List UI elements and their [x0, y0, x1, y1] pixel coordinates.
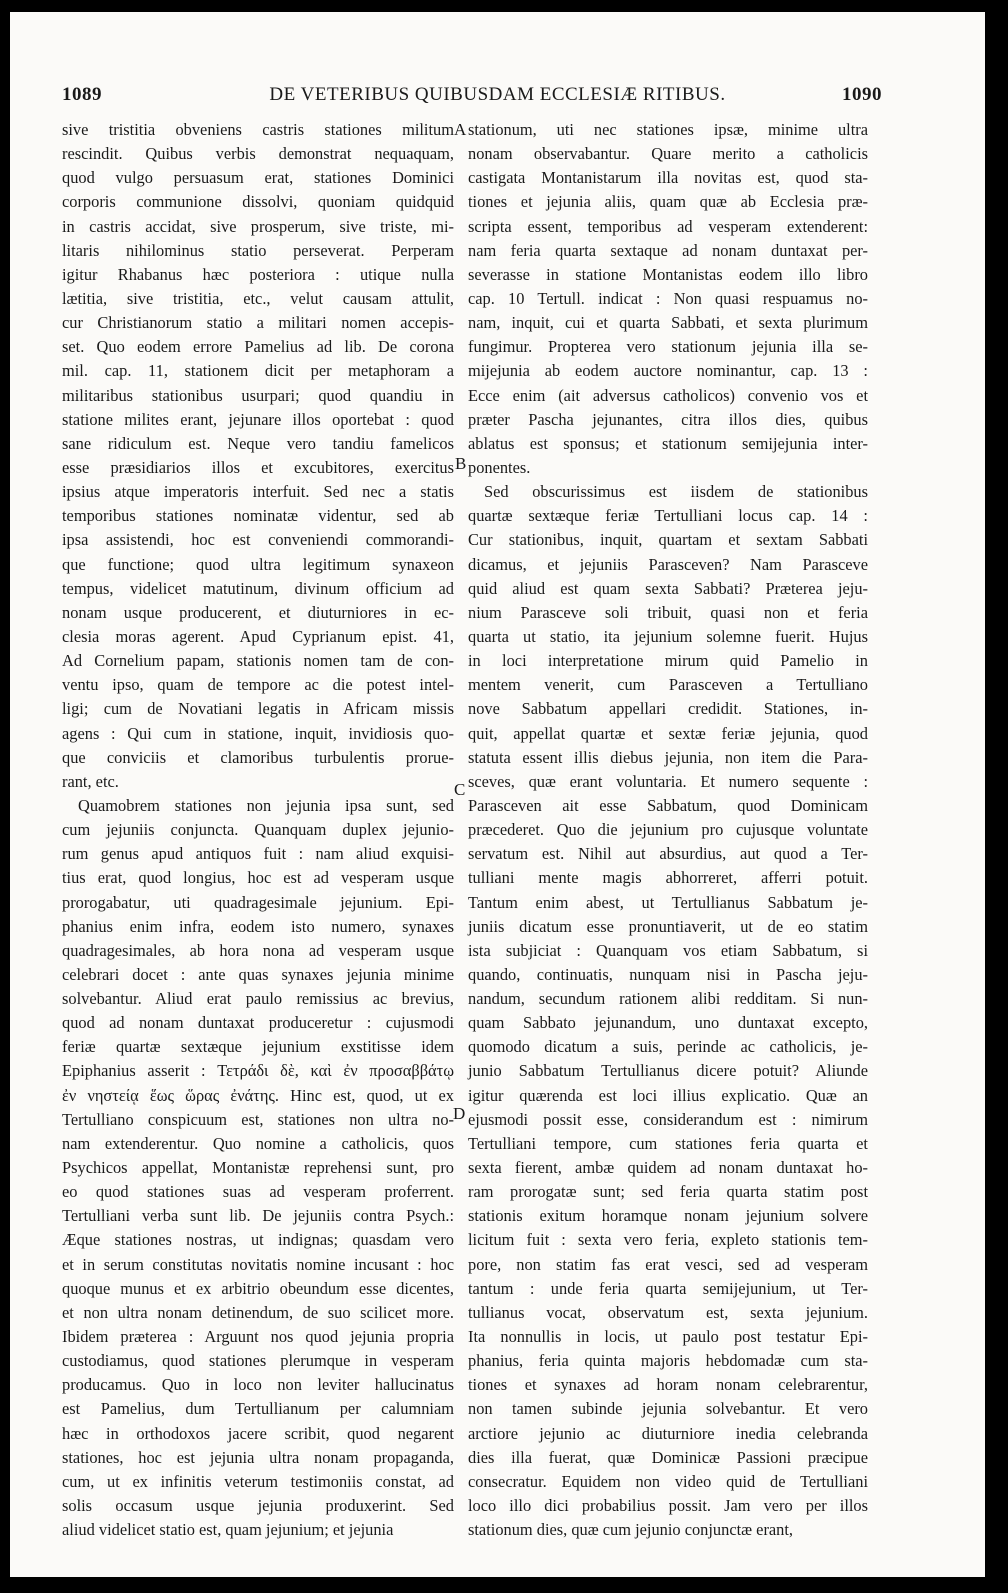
- scanned-page: [10, 12, 985, 1577]
- text-line: temporibus stationes nominatæ videntur, sed ab: [62, 506, 454, 526]
- text-line: castigata Montanistarum illa novitas est, quod sta-: [468, 168, 868, 188]
- text-line: feriæ quartæ sextæque jejunium exstitisse idem: [62, 1037, 454, 1057]
- text-line: eo quod stationes suas ad vesperam proferrent.: [62, 1182, 454, 1202]
- text-line: hæc in orthodoxos jacere scribit, quod negarent: [62, 1423, 454, 1443]
- text-line: nam, inquit, cui et quarta Sabbati, et sexta plurimum: [468, 313, 868, 333]
- text-line: sexta fierent, ambæ quidem ad nonam duntaxat ho-: [468, 1158, 868, 1178]
- text-line: prorogabatur, uti quadragesimale jejunium. Epi-: [62, 892, 454, 912]
- running-header: [10, 84, 985, 114]
- text-line: phanius enim infra, eodem isto numero, synaxes: [62, 916, 454, 936]
- left-column: [62, 118, 454, 1542]
- text-line: litaris nihilominus statio perseverat. Perperam: [62, 240, 454, 260]
- margin-marker-d: D: [453, 1104, 466, 1123]
- text-line: Tertulliani tempore, cum stationes feria quarta et: [468, 1133, 868, 1153]
- text-line: quod vulgo persuasum erat, stationes Dominici: [62, 168, 454, 188]
- text-line: pore, non statim fas erat vesci, sed ad vesperam: [468, 1254, 868, 1274]
- text-line: quando, continuatis, nunquam nisi in Pascha jeju-: [468, 964, 868, 984]
- text-line: Ita nonnullis in locis, ut paulo post testatur Epi-: [468, 1327, 868, 1347]
- text-line: nam extenderentur. Quo nomine a catholicis, quos: [62, 1133, 454, 1153]
- text-line: stationis exitum horamque nonam jejunium solvere: [468, 1206, 868, 1226]
- text-line: sive tristitia obveniens castris stationes militum: [62, 120, 454, 139]
- text-line: ligi; cum de Novatiani legatis in Africam missis: [62, 699, 454, 719]
- text-line: Tantum enim abest, ut Tertullianus Sabbatum je-: [468, 892, 868, 912]
- text-line: scripta essent, temporibus ad vesperam extenderent:: [468, 216, 868, 236]
- text-line: Tertulliani verba sunt lib. De jejuniis contra Psych.:: [62, 1206, 454, 1226]
- text-line: quadragesimales, ab hora nona ad vesperam usque: [62, 940, 454, 960]
- text-line: statione milites erant, jejunare illos oportebat : quod: [62, 409, 454, 429]
- running-title: DE VETERIBUS QUIBUSDAM ECCLESIÆ RITIBUS.: [269, 84, 726, 105]
- margin-marker-c: C: [454, 780, 466, 799]
- page-number-left: 1089: [62, 84, 102, 105]
- margin-marker-a: A: [454, 120, 467, 139]
- text-line: est Pamelius, dum Tertullianum per calumniam: [62, 1399, 454, 1419]
- text-line: nonam observabantur. Quare merito a catholicis: [468, 144, 868, 164]
- text-line: tantum : unde feria quarta semijejunium, ut Ter-: [468, 1278, 868, 1298]
- text-line: clesia moras agerent. Apud Cyprianum epist. 41,: [62, 626, 454, 646]
- text-line: esse præsidiarios illos et excubitores, exercitus: [62, 457, 454, 477]
- text-line: igitur quærenda est loci illius explicatio. Quæ an: [468, 1085, 868, 1105]
- text-line: aliud videlicet statio est, quam jejunium; et jejunia: [62, 1520, 394, 1540]
- text-line: in castris accidat, sive prosperum, sive triste, mi-: [62, 216, 454, 236]
- text-line: militaribus stationibus usurpari; quod quandiu in: [62, 385, 454, 405]
- margin-marker-b: B: [455, 454, 467, 473]
- text-line: phanius, feria quinta majoris hebdomadæ cum sta-: [468, 1351, 868, 1371]
- text-line: loco illo dici probabilius possit. Jam vero per illos: [468, 1496, 868, 1516]
- text-line: stationum dies, quæ cum jejunio conjunctæ erant,: [468, 1520, 794, 1540]
- page-number-right: 1090: [842, 84, 882, 105]
- text-line: dicamus, et jejuniis Parasceven? Nam Parasceve: [468, 554, 868, 574]
- text-line: servatum est. Nihil aut absurdius, aut quod a Ter-: [468, 844, 868, 864]
- text-line: mijejunia ab eodem auctore nominantur, cap. 13 :: [468, 361, 868, 381]
- text-line: Quamobrem stationes non jejunia ipsa sunt, sed: [78, 795, 454, 815]
- text-line: quartæ sextæque feriæ Tertulliani locus cap. 14 :: [468, 506, 868, 526]
- text-line: mil. cap. 11, stationem dicit per metaphoram a: [62, 361, 454, 381]
- text-line: mentem venerit, cum Parasceven a Tertulliano: [468, 675, 868, 695]
- text-line: Æque stationes nostras, ut indignas; quasdam vero: [62, 1230, 454, 1250]
- text-line: sane ridiculum est. Neque vero tandiu famelicos: [62, 433, 454, 453]
- text-line: quam Sabbato jejunandum, uno duntaxat excepto,: [468, 1013, 868, 1033]
- text-line: nandum, secundum rationem alibi redditam. Si nun-: [468, 989, 868, 1009]
- text-line: quomodo dicatum a suis, perinde ac catholicis, je-: [468, 1037, 868, 1057]
- text-line: licitum fuit : sexta vero feria, expleto stationis tem-: [468, 1230, 868, 1250]
- text-line: tulliani mente magis abhorreret, afferri potuit.: [468, 868, 868, 888]
- text-line: quarta ut statio, ita jejunium solemne fuerit. Hujus: [468, 626, 868, 646]
- text-line: consecratur. Equidem non video quid de Tertulliani: [468, 1471, 868, 1491]
- text-line: ista subjiciat : Quanquam vos etiam Sabbatum, si: [468, 940, 868, 960]
- text-line: ipsa assistendi, hoc est conveniendi commorandi-: [62, 530, 454, 550]
- text-line: ponentes.: [468, 457, 531, 477]
- text-line: cap. 10 Tertull. indicat : Non quasi respuamus no-: [468, 288, 868, 308]
- text-line: ipsius atque imperatoris interfuit. Sed nec a statis: [62, 482, 454, 502]
- text-line: lætitia, sive tristitia, etc., velut causam attulit,: [62, 288, 454, 308]
- text-line: rant, etc.: [62, 771, 119, 791]
- right-column: [468, 118, 868, 1542]
- text-line: ventu ipso, quam de tempore ac die potest intel-: [62, 675, 454, 695]
- text-line: tullianus vocat, observatum est, sexta jejunium.: [468, 1302, 868, 1322]
- text-line: Sed obscurissimus est iisdem de stationibus: [484, 482, 868, 502]
- text-line: nam feria quarta sextaque ad nonam duntaxat per-: [468, 240, 868, 260]
- text-line: cum, ut ex infinitis veterum testimoniis constat, ad: [62, 1471, 454, 1491]
- text-line: quid aliud est quam sexta Sabbati? Præterea jeju-: [468, 578, 868, 598]
- text-line: Parasceven ait esse Sabbatum, quod Dominicam: [468, 795, 868, 815]
- text-line: tius erat, quod longius, hoc est ad vesperam usque: [62, 868, 454, 888]
- text-line: Ecce enim (ait adversus catholicos) convenio vos et: [468, 385, 868, 405]
- text-line: igitur Rhabanus hæc posteriora : utique nulla: [62, 264, 454, 284]
- text-line: solvebantur. Aliud erat paulo remissius ac brevius,: [62, 989, 454, 1009]
- text-line: sceves, quæ erant voluntaria. Et numero sequente :: [468, 771, 868, 791]
- text-line: præcederet. Quo die jejunium pro cujusque voluntate: [468, 820, 868, 840]
- text-line: Tertulliano conspicuum est, stationes non ultra no-: [62, 1109, 454, 1129]
- text-line: Ad Cornelium papam, stationis nomen tam de con-: [62, 651, 454, 671]
- text-line: stationum, uti nec stationes ipsæ, minime ultra: [468, 120, 868, 139]
- text-line: que functione; quod ultra legitimum synaxeon: [62, 554, 454, 574]
- text-line: ram prorogatæ sunt; sed feria quarta statim post: [468, 1182, 868, 1202]
- text-line: et in serum constitutas novitatis nomine incusant : hoc: [62, 1254, 454, 1274]
- text-line: stationes, hoc est jejunia ultra nonam propaganda,: [62, 1447, 454, 1467]
- text-line: rescindit. Quibus verbis demonstrat nequaquam,: [62, 144, 454, 164]
- text-line: in loci interpretatione mirum quid Pamelio in: [468, 651, 868, 671]
- text-line: solis occasum usque jejunia produxerint. Sed: [62, 1496, 454, 1516]
- text-line: quod ad nonam duntaxat produceretur : cujusmodi: [62, 1013, 454, 1033]
- text-line: producamus. Quo in loco non leviter hallucinatus: [62, 1375, 454, 1395]
- text-line: cum jejuniis conjuncta. Quanquam duplex jejunio-: [62, 820, 454, 840]
- text-line: tiones et synaxes ad horam nonam celebrarentur,: [468, 1375, 868, 1395]
- text-line: que conviciis et clamoribus turbulentis prorue-: [62, 747, 454, 767]
- text-line: rum genus apud antiquos fuit : nam aliud exquisi-: [62, 844, 454, 864]
- text-line: junio Sabbatum Tertullianus dicere potuit? Aliunde: [468, 1061, 868, 1081]
- text-line: tempus, videlicet matutinum, divinum officium ad: [62, 578, 454, 598]
- text-line: Epiphanius asserit : Τετράδι δὲ, καὶ ἐν προσαββάτῳ: [62, 1061, 454, 1081]
- text-line: custodiamus, quod stationes plerumque in vesperam: [62, 1351, 454, 1371]
- text-line: agens : Qui cum in statione, inquit, invidiosis quo-: [62, 723, 454, 743]
- text-line: Cur stationibus, inquit, quartam et sextam Sabbati: [468, 530, 868, 550]
- text-line: arctiore jejunio ac diuturniore inedia celebranda: [468, 1423, 868, 1443]
- text-line: statuta essent illis diebus jejunia, non item die Para-: [468, 747, 868, 767]
- text-line: ablatus est sponsus; et stationum semijejunia inter-: [468, 433, 868, 453]
- text-line: corporis communione dissolvi, quoniam quidquid: [62, 192, 454, 212]
- text-line: quoque munus et ex arbitrio obeundum esse dicentes,: [62, 1278, 454, 1298]
- text-line: nonam usque producerent, et diuturniores in ec-: [62, 602, 454, 622]
- text-line: præter Pascha jejunantes, citra illos dies, quibus: [468, 409, 868, 429]
- text-line: cur Christianorum statio a militari nomen accepis-: [62, 313, 454, 333]
- text-line: non tamen subinde jejunia solvebantur. Et vero: [468, 1399, 868, 1419]
- text-line: ejusmodi possit esse, considerandum est : nimirum: [468, 1109, 868, 1129]
- text-line: nove Sabbatum appellari credidit. Stationes, in-: [468, 699, 868, 719]
- text-line: severasse in statione Montanistas eodem illo libro: [468, 264, 868, 284]
- text-line: et non ultra nonam detinendum, de suo scilicet more.: [62, 1302, 454, 1322]
- text-line: fungimur. Propterea vero stationum jejunia illa se-: [468, 337, 868, 357]
- text-line: celebrari docet : ante quas synaxes jejunia minime: [62, 964, 454, 984]
- text-line: dies illa fuerat, quæ Dominicæ Passioni præcipue: [468, 1447, 868, 1467]
- text-line: set. Quo eodem errore Pamelius ad lib. De corona: [62, 337, 454, 357]
- text-line: tiones et jejunia aliis, quam quæ ab Ecclesia præ-: [468, 192, 868, 212]
- text-line: ἐν νηστείᾳ ἕως ὥρας ἐνάτης. Hinc est, quod, ut ex: [62, 1085, 454, 1105]
- text-line: nium Parasceve soli tribuit, quasi non et feria: [468, 602, 868, 622]
- text-line: Psychicos appellat, Montanistæ reprehensi sunt, pro: [62, 1158, 454, 1178]
- text-line: juniis dicatum esse pronuntiaverit, ut de eo statim: [468, 916, 868, 936]
- text-line: quit, appellat quartæ et sextæ feriæ jejunia, quod: [468, 723, 868, 743]
- text-line: Ibidem præterea : Arguunt nos quod jejunia propria: [62, 1327, 454, 1347]
